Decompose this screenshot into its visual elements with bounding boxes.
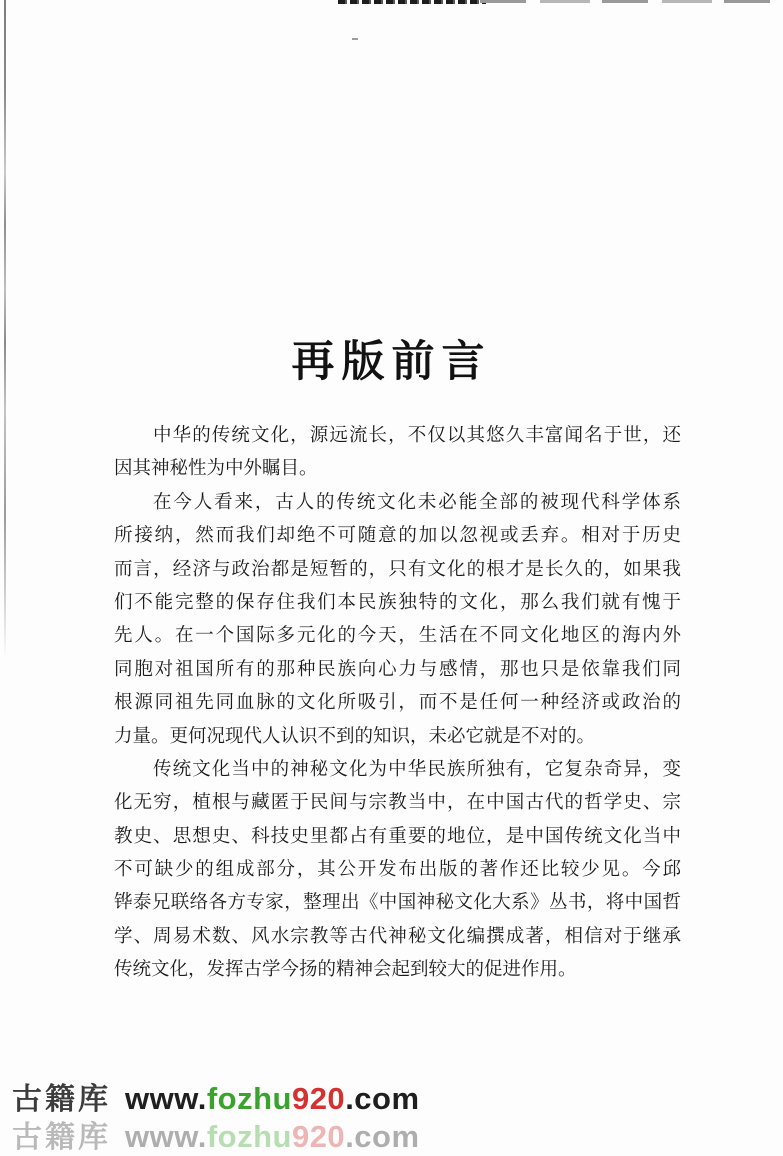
watermark-url-920: 920 (291, 1119, 346, 1154)
watermark-url (125, 1119, 420, 1155)
body-line: 所接纳，然而我们却绝不可随意的加以忽视或丢弃。相对于历史 (114, 526, 681, 547)
watermark-url-fozhu: fozhu (206, 1119, 292, 1154)
page-title: 再版前言 (291, 338, 492, 386)
watermark-site-name: 古籍库 (12, 1121, 111, 1154)
body-line: 而言，经济与政治都是短暂的，只有文化的根才是长久的，如果我 (114, 559, 681, 580)
watermark-url-www: www. (125, 1081, 207, 1116)
body-line: 因其神秘性为中外瞩目。 (114, 459, 318, 480)
body-line: 力量。更何况现代人认识不到的知识，未必它就是不对的。 (114, 726, 596, 747)
watermark-site-name: 古籍库 (12, 1083, 111, 1116)
body-line: 不可缺少的组成部分，其公开发布出版的著作还比较少见。今邱 (114, 860, 681, 881)
body-line: 化无穷，植根与藏匿于民间与宗教当中，在中国古代的哲学史、宗 (114, 793, 681, 814)
body-line: 在今人看来，古人的传统文化未必能全部的被现代科学体系 (153, 492, 681, 513)
watermark-url-fozhu: fozhu (206, 1081, 292, 1116)
watermark-ghost-row (12, 1112, 420, 1156)
body-line: 根源同祖先同血脉的文化所吸引，而不是任何一种经济或政治的 (114, 693, 681, 714)
body-line: 学、周易术数、风水宗教等古代神秘文化编撰成著，相信对于继承 (114, 926, 681, 947)
watermark-url-www: www. (125, 1119, 207, 1154)
body-line: 们不能完整的保存住我们本民族独特的文化，那么我们就有愧于 (114, 592, 681, 613)
body-line: 传统文化当中的神秘文化为中华民族所独有，它复杂奇异，变 (153, 759, 681, 780)
body-line: 铧泰兄联络各方专家，整理出《中国神秘文化大系》丛书，将中国哲 (114, 893, 681, 914)
body-text (114, 420, 681, 988)
scan-artifact-top-edge-dark-line (338, 0, 486, 4)
body-line: 同胞对祖国所有的那种民族向心力与感情，那也只是依靠我们同 (114, 659, 681, 680)
body-line: 先人。在一个国际多元化的今天，生活在不同文化地区的海内外 (114, 626, 681, 647)
scan-artifact-speck (352, 38, 358, 40)
watermark-url-com: .com (345, 1119, 420, 1154)
watermark-url-920: 920 (291, 1081, 346, 1116)
body-line: 传统文化，发挥古学今扬的精神会起到较大的促进作用。 (114, 960, 577, 981)
watermark-url-com: .com (345, 1081, 420, 1116)
body-line: 教史、思想史、科技史里都占有重要的地位，是中国传统文化当中 (114, 826, 681, 847)
scan-artifact-top-edge-gray-line (480, 0, 783, 3)
body-line: 中华的传统文化，源远流长，不仅以其悠久丰富闻名于世，还 (153, 426, 681, 446)
